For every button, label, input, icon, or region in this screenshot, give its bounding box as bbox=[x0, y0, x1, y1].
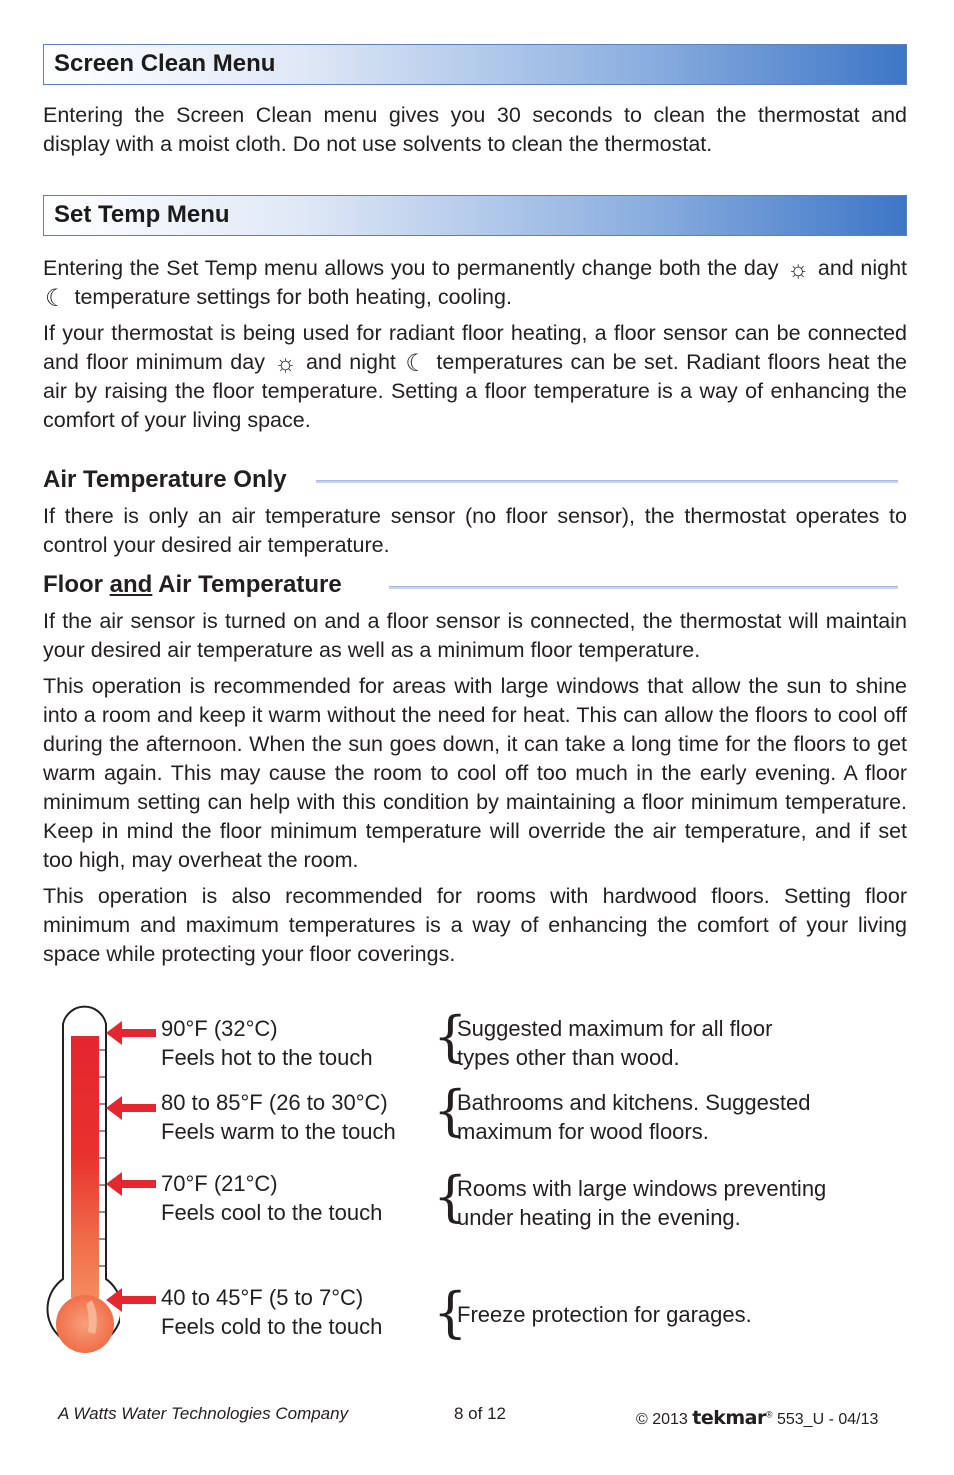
level-note-warm bbox=[457, 1088, 810, 1146]
screen-clean-paragraph: Entering the Screen Clean menu gives you 30 seconds to clean the thermostat and display with a moist cloth. Do not use solvents to clean the thermostat. bbox=[43, 103, 907, 156]
red-arrow-icon bbox=[106, 1172, 156, 1196]
level-temp: 70°F (21°C) bbox=[161, 1171, 278, 1196]
text: and night bbox=[817, 256, 907, 280]
note-line: Freeze protection for garages. bbox=[457, 1302, 752, 1327]
air-only-paragraph: If there is only an air temperature sensor (no floor sensor), the thermostat operates to control your desired air temperature. bbox=[43, 504, 907, 557]
registered-mark: ® bbox=[765, 1409, 773, 1420]
level-note-hot bbox=[457, 1014, 772, 1072]
section-header-set-temp bbox=[43, 195, 907, 236]
level-feel: Feels cold to the touch bbox=[161, 1314, 383, 1339]
text: temperature settings for both heating, cooling. bbox=[74, 285, 512, 309]
note-line: maximum for wood floors. bbox=[457, 1119, 709, 1144]
level-feel: Feels warm to the touch bbox=[161, 1119, 396, 1144]
moon-icon: ☾ bbox=[405, 350, 427, 377]
floor-and-air-heading bbox=[43, 571, 342, 599]
text: Floor bbox=[43, 571, 103, 598]
footer-company: A Watts Water Technologies Company bbox=[58, 1404, 349, 1423]
note-line: Bathrooms and kitchens. Suggested bbox=[457, 1090, 811, 1115]
level-feel: Feels cool to the touch bbox=[161, 1200, 383, 1225]
copyright-text: © 2013 bbox=[636, 1411, 688, 1428]
level-feel: Feels hot to the touch bbox=[161, 1045, 373, 1070]
brace-icon: { bbox=[433, 1005, 468, 1068]
floor-air-paragraph-1: If the air sensor is turned on and a floor sensor is connected, the thermostat will maintain your desired air temperature as well as a minimum floor temperature. bbox=[43, 609, 907, 662]
level-note-cool bbox=[457, 1174, 826, 1232]
brand-logo: tekmar bbox=[692, 1407, 766, 1429]
note-line: types other than wood. bbox=[457, 1045, 680, 1070]
brace-icon: { bbox=[433, 1281, 468, 1344]
level-note-cold bbox=[457, 1300, 752, 1329]
floor-air-paragraph-2: This operation is recommended for areas with large windows that allow the sun to shine into a room and keep it warm without the need for heat. This can allow the floors to cool off during the afternoon. When the sun goes down, it can take a long time for the floors to get warm again. This may cause the room to cool off too much in the early evening. A floor minimum setting can help with this condition by maintaining a floor minimum temperature. Keep in mind the floor minimum temperature will override the air temperature, and if set too high, may overheat the room. bbox=[43, 674, 907, 872]
sun-icon: ☼ bbox=[274, 350, 297, 377]
footer-copyright bbox=[636, 1407, 878, 1429]
red-arrow-icon bbox=[106, 1288, 156, 1312]
note-line: Suggested maximum for all floor bbox=[457, 1016, 773, 1041]
section-rule bbox=[316, 480, 898, 483]
sun-icon: ☼ bbox=[787, 256, 810, 283]
level-label-cool bbox=[161, 1169, 382, 1227]
footer-page-number: 8 of 12 bbox=[454, 1404, 506, 1423]
level-label-warm bbox=[161, 1088, 396, 1146]
section-header-screen-clean bbox=[43, 44, 907, 85]
text: temperatures can be set. Radiant floors heat the air by raising the floor temperature. Setting a floor temperature is a way of enhancing the comfort of your living space. bbox=[43, 350, 907, 432]
text: Air Temperature bbox=[158, 571, 342, 598]
level-temp: 80 to 85°F (26 to 30°C) bbox=[161, 1090, 388, 1115]
section-rule bbox=[389, 586, 898, 589]
floor-air-paragraph-3: This operation is also recommended for rooms with hardwood floors. Setting floor minimum and maximum temperatures is a way of enhancing the comfort of your living space while protecting your floor coverings. bbox=[43, 884, 907, 966]
level-label-cold bbox=[161, 1283, 382, 1341]
level-temp: 40 to 45°F (5 to 7°C) bbox=[161, 1285, 364, 1310]
level-temp: 90°F (32°C) bbox=[161, 1016, 278, 1041]
text: Entering the Set Temp menu allows you to permanently change both the day bbox=[43, 256, 779, 280]
text: If your thermostat is being used for radiant floor heating, a floor sensor can be connected and floor minimum day bbox=[43, 321, 907, 374]
doc-code: 553_U - 04/13 bbox=[776, 1411, 879, 1428]
section-title: Set Temp Menu bbox=[54, 201, 230, 228]
brace-icon: { bbox=[433, 1165, 468, 1228]
text: and night bbox=[305, 350, 396, 374]
text: and bbox=[109, 571, 153, 598]
red-arrow-icon bbox=[106, 1096, 156, 1120]
moon-icon: ☾ bbox=[45, 285, 67, 312]
level-label-hot bbox=[161, 1014, 373, 1072]
brace-icon: { bbox=[433, 1079, 468, 1142]
section-title: Screen Clean Menu bbox=[54, 50, 276, 77]
note-line: Rooms with large windows preventing bbox=[457, 1176, 827, 1201]
red-arrow-icon bbox=[106, 1021, 156, 1045]
note-line: under heating in the evening. bbox=[457, 1205, 741, 1230]
set-temp-paragraph-1 bbox=[43, 254, 907, 312]
set-temp-paragraph-2 bbox=[43, 319, 907, 435]
air-temperature-only-heading: Air Temperature Only bbox=[43, 466, 287, 493]
